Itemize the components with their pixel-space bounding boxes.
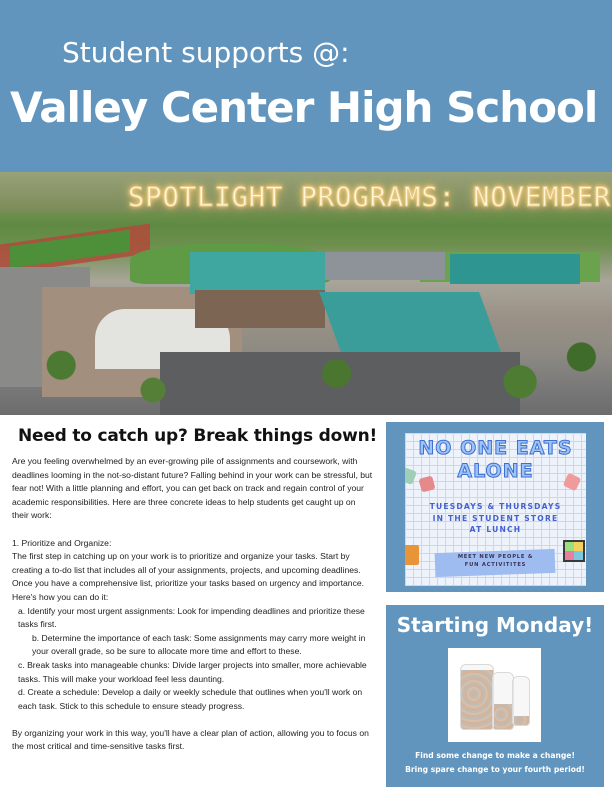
article-body [12, 455, 374, 754]
poster-banner-line2: FUN ACTIVITITES [464, 561, 527, 568]
coin-jars-image [448, 648, 541, 742]
school-title: Valley Center High School [10, 83, 598, 132]
photo-trees [0, 332, 612, 415]
step-d: d. Create a schedule: Develop a daily or weekly schedule that outlines when you'll work on each task. Stick to this schedule to ensure steady progress. [18, 687, 363, 711]
photo-roof [450, 254, 580, 284]
jar-icon [512, 676, 530, 726]
poster-details-line3: AT LUNCH [469, 525, 522, 534]
poster-title-line2: ALONE [457, 460, 534, 482]
no-one-eats-alone-panel [386, 422, 604, 592]
article-conclusion: By organizing your work in this way, you'll have a clear plan of action, allowing you to focus on the most critical and time-sensitive tasks first. [12, 727, 369, 752]
section-title: 1. Prioritize and Organize: [12, 537, 112, 548]
photo-roof [325, 252, 445, 280]
photo-building [195, 290, 325, 328]
poster-details-line1: TUESDAYS & THURSDAYS [429, 502, 562, 511]
section-body: The first step in catching up on your work is to prioritize and organize your tasks. Start by creating a to-do list that includes all of your assignments, projects, and upcoming deadlines. Once you have a comprehensive list, prioritize your tasks based on urgency and importance. Here's how you can do it: [12, 551, 365, 602]
jar-icon [460, 664, 494, 730]
change-drive-panel [386, 605, 604, 787]
change-drive-heading: Starting Monday! [396, 613, 594, 637]
caption-line1: Find some change to make a change! [415, 751, 575, 760]
change-drive-caption [386, 749, 604, 777]
catch-up-article [0, 415, 380, 791]
jar-icon [492, 672, 514, 730]
step-c: c. Break tasks into manageable chunks: Divide larger projects into smaller, more achievable tasks. This will make your workload feel less daunting. [18, 659, 367, 684]
step-b: b. Determine the importance of each task: Some assignments may carry more weight in your overall grade, so be sure to allocate more time and effort to these. [32, 632, 366, 657]
poster-banner-text [405, 554, 586, 569]
poster-banner-line1: MEET NEW PEOPLE & [457, 554, 534, 560]
header-banner [0, 0, 612, 172]
poster-title-line1: NO ONE EATS [418, 437, 573, 459]
spotlight-title: SPOTLIGHT PROGRAMS: NOVEMBER [128, 182, 612, 213]
poster-details-line2: IN THE STUDENT STORE [432, 513, 559, 523]
photo-roof [190, 252, 325, 294]
caption-line2: Bring spare change to your fourth period! [405, 765, 585, 774]
header-subtitle: Student supports @: [62, 36, 350, 69]
poster-details [405, 501, 586, 536]
campus-aerial-photo [0, 172, 612, 415]
step-a: a. Identify your most urgent assignments: Look for impending deadlines and prioritize these tasks first. [18, 605, 365, 630]
no-one-eats-alone-poster [405, 433, 586, 586]
article-intro: Are you feeling overwhelmed by an ever-growing pile of assignments and coursework, with deadlines looming in the not-so-distant future? Falling behind in your work can be stressful, but fear not! With a little planning and effort, you can get back on track and regain control of your academic responsibilities. Here are three concrete ideas to help students get caught up on their work: [12, 456, 373, 521]
article-heading: Need to catch up? Break things down! [18, 426, 378, 446]
